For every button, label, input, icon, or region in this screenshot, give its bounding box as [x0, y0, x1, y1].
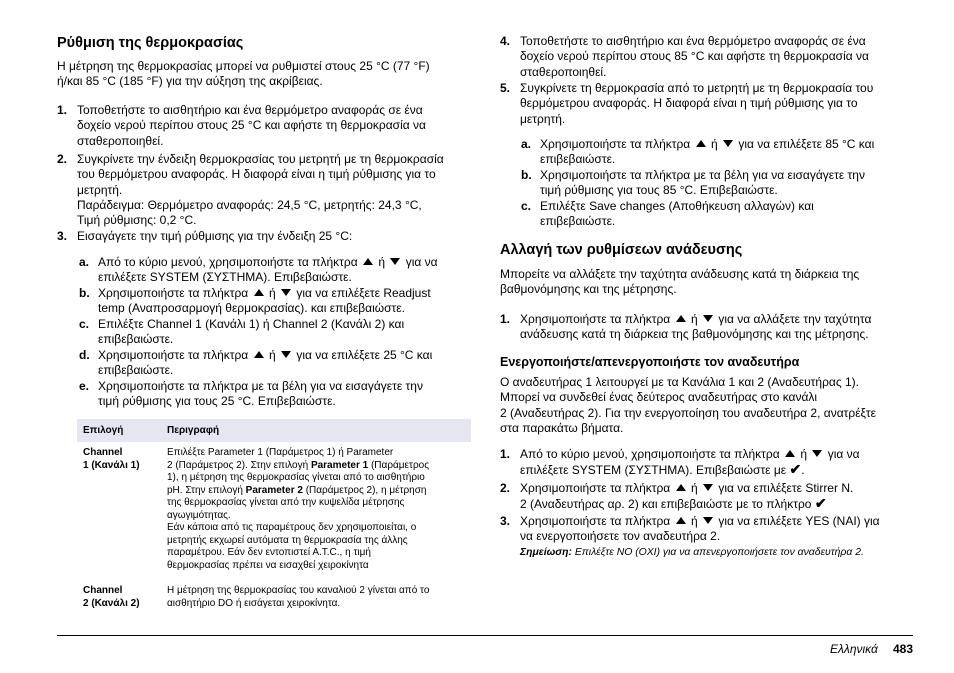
step-number: 1.	[500, 312, 511, 326]
substep-text: Επιλέξτε Channel 1 (Κανάλι 1) ή Channel 2 (Κανάλι 2) και επιβεβαιώστε.	[98, 317, 405, 347]
up-arrow-key-icon	[785, 450, 795, 457]
intro-paragraph: Η μέτρηση της θερμοκρασίας μπορεί να ρυθμιστεί στους 25 °C (77 °F) ή/και 85 °C (185 °F) για την αύξηση της ακρίβειας.	[57, 59, 430, 89]
step-number: 1.	[57, 103, 68, 117]
step-number: 5.	[500, 81, 511, 95]
up-arrow-key-icon	[676, 517, 686, 524]
step-text: Εισαγάγετε την τιμή ρύθμισης για την ένδειξη 25 °C:	[77, 229, 353, 243]
footer-language: Ελληνικά	[830, 642, 878, 656]
table-cell-description: Επιλέξτε Parameter 1 (Παράμετρος 1) ή Parameter 2 (Παράμετρος 2). Στην επιλογή Parameter 1 (Παράμετρος 1), η μέτρηση της θερμοκρασίας γίνεται από το αισθητήριο pH. Στην επιλογή Parameter 2 (Παράμετρος 2), η μέτρηση της θερμοκρασίας γίνεται από την κυψελίδα μέτρησης αγωγιμότητας. Εάν κάποια από τις παραμέτρους δεν χρησιμοποιείται, ο μετρητής εκχωρεί αυτόματα τη θερμοκρασία της άλλης παραμέτρου. Εάν δεν εντοπιστεί Α.Τ.C., η τιμή θερμοκρασίας πρέπει να εισαχθεί χειροκίνητα	[167, 447, 430, 571]
down-arrow-key-icon	[723, 140, 733, 147]
up-arrow-key-icon	[696, 140, 706, 147]
substep-letter: c.	[79, 317, 90, 331]
down-arrow-key-icon	[390, 258, 400, 265]
table-cell-description: Η μέτρηση της θερμοκρασίας του καναλιού 2 γίνεται από το αισθητήριο DO ή εισάγεται χειροκίνητα.	[167, 585, 430, 609]
step-number: 2.	[500, 481, 511, 495]
substep-text: Χρησιμοποιήστε τα πλήκτρα ή για να επιλέξετε 85 °C και επιβεβαιώστε.	[540, 137, 875, 167]
column-header-option: Επιλογή	[83, 425, 124, 436]
step-text: Συγκρίνετε την ένδειξη θερμοκρασίας του μετρητή με τη θερμοκρασία του θερμόμετρου αναφοράς. Η διαφορά είναι η τιμή ρύθμισης για το μετρητή. Παράδειγμα: Θερμόμετρο αναφοράς: 24,5 °C, μετρητής: 24,3 °C, Τιμή ρύθμισης: 0,2 °C.	[77, 152, 444, 228]
step-number: 1.	[500, 447, 511, 461]
step-text: Χρησιμοποιήστε τα πλήκτρα ή για να επιλέξετε YES (ΝΑΙ) για να ενεργοποιήσετε τον αναδευτήρα 2. Σημείωση: Επιλέξτε NO (ΟΧΙ) για να απενεργοποιήσετε τον αναδευτήρα 2.	[520, 514, 880, 560]
step-text: Χρησιμοποιήστε τα πλήκτρα ή για να επιλέξετε Stirrer N. 2 (Αναδευτήρας αρ. 2) και επιβεβαιώστε με το πλήκτρο ✔	[520, 481, 854, 512]
table-cell-option: Channel 2 (Κανάλι 2)	[83, 585, 140, 609]
substep-letter: b.	[521, 168, 532, 182]
table-cell-option: Channel 1 (Κανάλι 1)	[83, 447, 140, 471]
substep-letter: d.	[79, 348, 90, 362]
step-text: Χρησιμοποιήστε τα πλήκτρα ή για να αλλάξετε την ταχύτητα ανάδευσης κατά τη διάρκεια της βαθμονόμησης και της μέτρησης.	[520, 312, 872, 342]
down-arrow-key-icon	[812, 450, 822, 457]
up-arrow-key-icon	[676, 484, 686, 491]
up-arrow-key-icon	[254, 351, 264, 358]
step-text: Συγκρίνετε τη θερμοκρασία από το μετρητή με τη θερμοκρασία του θερμόμετρου αναφοράς. Η διαφορά είναι η τιμή ρύθμισης για το μετρητή.	[520, 81, 874, 126]
subsection-heading-stirrer: Ενεργοποιήστε/απενεργοποιήστε τον αναδευτήρα	[500, 355, 800, 369]
substep-letter: a.	[521, 137, 532, 151]
down-arrow-key-icon	[281, 351, 291, 358]
section-heading-temperature: Ρύθμιση της θερμοκρασίας	[57, 35, 244, 51]
column-header-description: Περιγραφή	[167, 425, 220, 436]
substep-letter: b.	[79, 286, 90, 300]
table-header	[77, 419, 471, 442]
step-number: 4.	[500, 34, 511, 48]
substep-text: Χρησιμοποιήστε τα πλήκτρα ή για να επιλέξετε Readjust temp (Αναπροσαρμογή θερμοκρασίας). και επιβεβαιώστε.	[98, 286, 431, 316]
footer-divider	[57, 635, 913, 636]
up-arrow-key-icon	[676, 315, 686, 322]
step-number: 3.	[57, 229, 68, 243]
substep-text: Χρησιμοποιήστε τα πλήκτρα με τα βέλη για να εισαγάγετε την τιμή ρύθμισης για τους 85 °C. Επιβεβαιώστε.	[540, 168, 865, 198]
section-heading-stirring: Αλλαγή των ρυθμίσεων ανάδευσης	[500, 242, 743, 258]
step-text: Τοποθετήστε το αισθητήριο και ένα θερμόμετρο αναφοράς σε ένα δοχείο νερού περίπου στους 25 °C και αφήστε τη θερμοκρασία να σταθεροποιηθεί.	[77, 103, 426, 148]
checkmark-icon: ✔	[814, 495, 827, 512]
up-arrow-key-icon	[363, 258, 373, 265]
substep-letter: c.	[521, 199, 532, 213]
page-number: 483	[893, 642, 914, 656]
intro-paragraph: Μπορείτε να αλλάξετε την ταχύτητα ανάδευσης κατά τη διάρκεια της βαθμονόμησης και της μέτρησης.	[500, 267, 860, 297]
step-text: Από το κύριο μενού, χρησιμοποιήστε τα πλήκτρα ή για να επιλέξετε SYSTEM (ΣΥΣΤΗΜΑ). Επιβεβαιώστε με ✔.	[520, 447, 860, 478]
checkmark-icon: ✔	[789, 461, 802, 478]
substep-text: Επιλέξτε Save changes (Αποθήκευση αλλαγών) και επιβεβαιώστε.	[540, 199, 814, 229]
step-text: Τοποθετήστε το αισθητήριο και ένα θερμόμετρο αναφοράς σε ένα δοχείο νερού περίπου στους 85 °C και αφήστε τη θερμοκρασία να σταθεροποιηθεί.	[520, 34, 869, 79]
substep-text: Από το κύριο μενού, χρησιμοποιήστε τα πλήκτρα ή για να επιλέξετε SYSTEM (ΣΥΣΤΗΜΑ). Επιβεβαιώστε.	[98, 255, 438, 285]
up-arrow-key-icon	[254, 289, 264, 296]
substep-text: Χρησιμοποιήστε τα πλήκτρα με τα βέλη για να εισαγάγετε την τιμή ρύθμισης για τους 25 °C. Επιβεβαιώστε.	[98, 379, 423, 409]
substep-letter: a.	[79, 255, 90, 269]
down-arrow-key-icon	[703, 315, 713, 322]
intro-paragraph: Ο αναδευτήρας 1 λειτουργεί με τα Κανάλια 1 και 2 (Αναδευτήρας 1). Μπορεί να συνδεθεί ένας δεύτερος αναδευτήρας στο κανάλι 2 (Αναδευτήρας 2). Για την ενεργοποίηση του αναδευτήρα 2, ανατρέξτε στα παρακάτω βήματα.	[500, 375, 877, 435]
step-number: 2.	[57, 152, 68, 166]
down-arrow-key-icon	[703, 484, 713, 491]
note: Σημείωση: Επιλέξτε NO (ΟΧΙ) για να απενεργοποιήσετε τον αναδευτήρα 2.	[520, 546, 864, 558]
step-number: 3.	[500, 514, 511, 528]
down-arrow-key-icon	[281, 289, 291, 296]
substep-text: Χρησιμοποιήστε τα πλήκτρα ή για να επιλέξετε 25 °C και επιβεβαιώστε.	[98, 348, 433, 378]
substep-letter: e.	[79, 379, 90, 393]
down-arrow-key-icon	[703, 517, 713, 524]
